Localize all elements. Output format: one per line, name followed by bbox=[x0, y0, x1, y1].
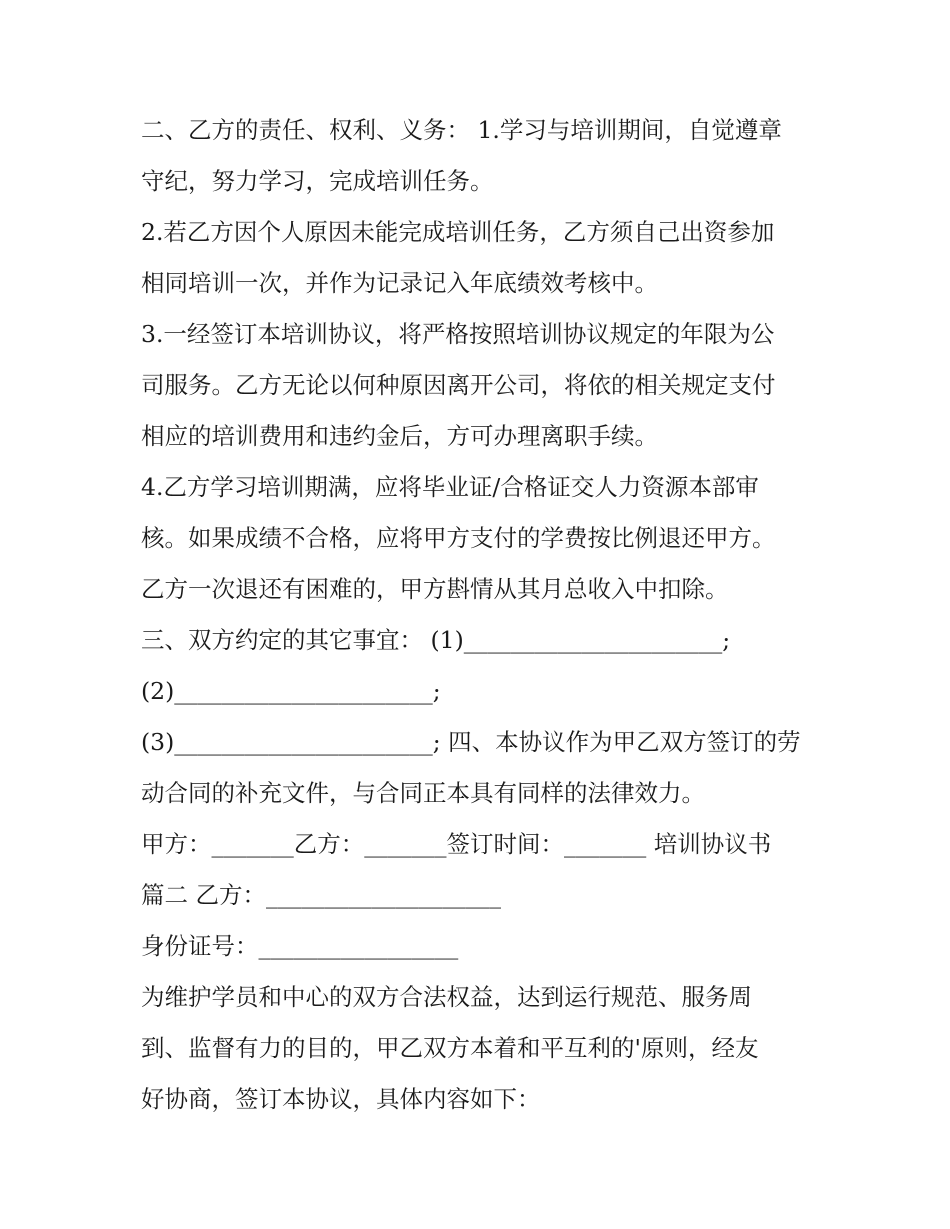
text-line: 4.乙方学习培训期满，应将毕业证/合格证交人力资源本部审 bbox=[141, 473, 759, 501]
text-line: 三、双方约定的其它事宜： (1)______________________; bbox=[141, 626, 731, 654]
text-line: 到、监督有力的目的，甲乙双方本着和平互利的'原则，经友 bbox=[141, 1034, 759, 1062]
document-body bbox=[141, 105, 821, 1125]
text-line: 守纪，努力学习，完成培训任务。 bbox=[141, 167, 494, 195]
text-line: 相应的培训费用和违约金后，方可办理离职手续。 bbox=[141, 422, 658, 450]
text-line: 相同培训一次，并作为记录记入年底绩效考核中。 bbox=[141, 269, 658, 297]
text-line: 动合同的补充文件，与合同正本具有同样的法律效力。 bbox=[141, 779, 705, 807]
text-line: 为维护学员和中心的双方合法权益，达到运行规范、服务周 bbox=[141, 983, 752, 1011]
text-line: 核。如果成绩不合格，应将甲方支付的学费按比例退还甲方。 bbox=[141, 524, 776, 552]
text-line: (2)______________________; bbox=[141, 677, 441, 705]
text-line: 好协商，签订本协议，具体内容如下： bbox=[141, 1085, 541, 1113]
text-line: 甲方：_______乙方：_______签订时间：_______ 培训协议书 bbox=[141, 830, 772, 858]
text-line: 司服务。乙方无论以何种原因离开公司，将依的相关规定支付 bbox=[141, 371, 776, 399]
text-line: (3)______________________; 四、本协议作为甲乙双方签订的劳 bbox=[141, 728, 801, 756]
text-line: 篇二 乙方：____________________ bbox=[141, 881, 501, 909]
text-line: 2.若乙方因个人原因未能完成培训任务，乙方须自己出资参加 bbox=[141, 218, 775, 246]
text-line: 二、乙方的责任、权利、义务： 1.学习与培训期间，自觉遵章 bbox=[141, 116, 782, 144]
text-line: 乙方一次退还有困难的，甲方斟情从其月总收入中扣除。 bbox=[141, 575, 729, 603]
text-line: 身份证号：_________________ bbox=[141, 932, 459, 960]
text-line: 3.一经签订本培训协议，将严格按照培训协议规定的年限为公 bbox=[141, 320, 775, 348]
